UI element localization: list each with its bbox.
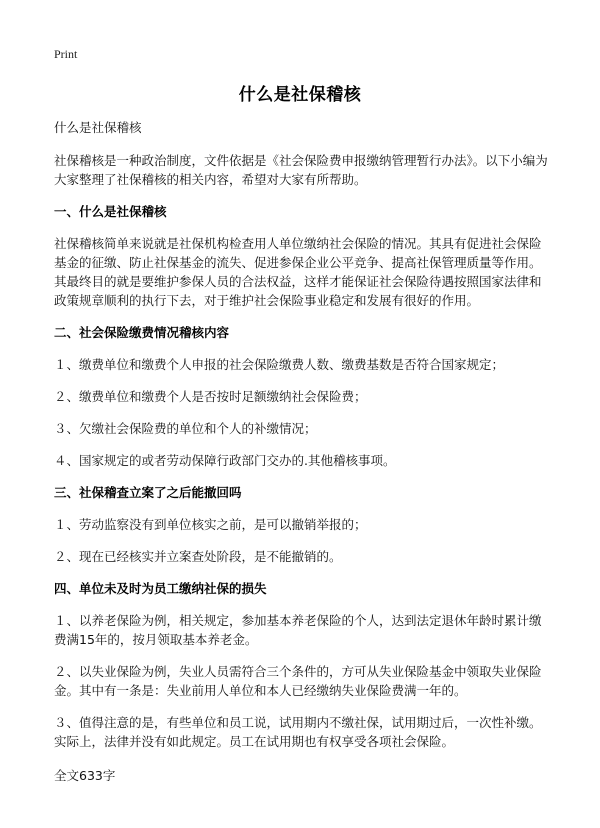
list-item: １、劳动监察没有到单位核实之前，是可以撤销举报的； <box>54 517 367 532</box>
list-item: ３、欠缴社会保险费的单位和个人的补缴情况； <box>54 421 317 436</box>
article-subtitle: 什么是社保稽核 <box>54 120 142 135</box>
list-item: ３、值得注意的是，有些单位和员工说，试用期内不缴社保，试用期过后，一次性补缴。实际上，法律并没有如此规定。员工在试用期也有权享受各项社会保险。 <box>54 715 542 749</box>
list-item: ２、以失业保险为例，失业人员需符合三个条件的，方可从失业保险基金中领取失业保险金。其中有一条是：失业前用人单位和本人已经缴纳失业保险费满一年的。 <box>54 664 542 698</box>
list-item: ４、国家规定的或者劳动保障行政部门交办的.其他稽核事项。 <box>54 453 396 468</box>
section-heading: 四、单位未及时为员工缴纳社保的损失 <box>54 581 267 596</box>
list-item: １、缴费单位和缴费个人申报的社会保险缴费人数、缴费基数是否符合国家规定； <box>54 357 505 372</box>
section-paragraph: 社保稽核简单来说就是社保机构检查用人单位缴纳社会保险的情况。其具有促进社会保险基金的征缴、防止社保基金的流失、促进参保企业公平竞争、提高社保管理质量等作用。其最终目的就是要维护参保人员的合法权益，这样才能保证社会保险待遇按照国家法律和政策规章顺利的执行下去，对于维护社会保险事业稳定和发展有很好的作用。 <box>54 236 542 308</box>
list-item: １、以养老保险为例，相关规定，参加基本养老保险的个人，达到法定退休年龄时累计缴费满15年的，按月领取基本养老金。 <box>54 613 542 647</box>
section-heading: 三、社保稽查立案了之后能撤回吗 <box>54 485 242 500</box>
list-item: ２、现在已经核实并立案查处阶段，是不能撤销的。 <box>54 549 342 564</box>
list-item: ２、缴费单位和缴费个人是否按时足额缴纳社会保险费； <box>54 389 367 404</box>
article-body <box>54 118 550 764</box>
word-count: 全文633字 <box>54 768 116 783</box>
intro-paragraph: 社保稽核是一种政治制度，文件依据是《社会保险费申报缴纳管理暂行办法》。以下小编为大家整理了社保稽核的相关内容，希望对大家有所帮助。 <box>54 153 548 187</box>
section-1 <box>54 202 550 310</box>
page-title: 什么是社保稽核 <box>238 85 362 105</box>
section-heading: 二、社会保险缴费情况稽核内容 <box>54 325 230 340</box>
print-label: Print <box>54 47 78 61</box>
section-heading: 一、什么是社保稽核 <box>54 204 167 219</box>
section-4 <box>54 579 550 751</box>
section-3 <box>54 483 550 566</box>
section-2 <box>54 323 550 470</box>
